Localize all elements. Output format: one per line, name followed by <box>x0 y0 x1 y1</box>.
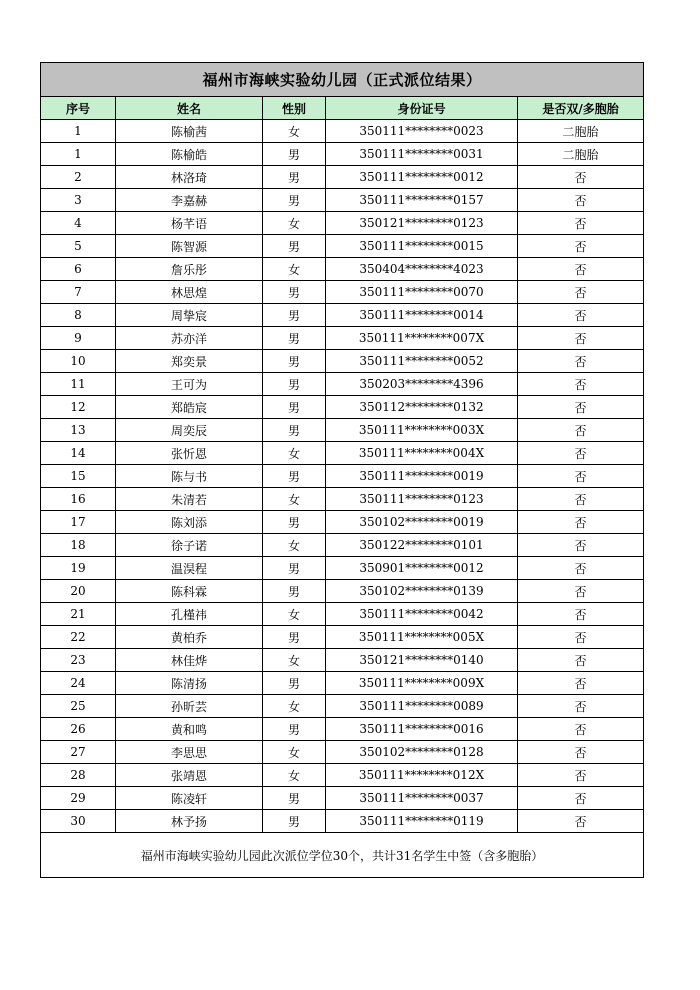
cell-id-number: 350122********0101 <box>326 534 518 557</box>
cell-index: 15 <box>41 465 116 488</box>
header-row <box>41 97 644 120</box>
cell-index: 28 <box>41 764 116 787</box>
cell-gender: 男 <box>263 557 326 580</box>
cell-id-number: 350111********0015 <box>326 235 518 258</box>
cell-gender: 女 <box>263 212 326 235</box>
cell-multiple-birth: 否 <box>518 235 644 258</box>
cell-gender: 男 <box>263 189 326 212</box>
cell-multiple-birth: 否 <box>518 396 644 419</box>
table-row <box>41 442 644 465</box>
cell-gender: 男 <box>263 580 326 603</box>
table-row <box>41 120 644 143</box>
cell-index: 16 <box>41 488 116 511</box>
table-row <box>41 235 644 258</box>
cell-id-number: 350901********0012 <box>326 557 518 580</box>
cell-index: 30 <box>41 810 116 833</box>
cell-id-number: 350111********0023 <box>326 120 518 143</box>
cell-index: 20 <box>41 580 116 603</box>
cell-name: 陈智源 <box>116 235 263 258</box>
header-gender: 性别 <box>263 97 326 120</box>
table-row <box>41 718 644 741</box>
cell-gender: 女 <box>263 695 326 718</box>
cell-id-number: 350111********012X <box>326 764 518 787</box>
cell-multiple-birth: 否 <box>518 166 644 189</box>
cell-id-number: 350112********0132 <box>326 396 518 419</box>
table-row <box>41 166 644 189</box>
cell-name: 朱清若 <box>116 488 263 511</box>
table-row <box>41 396 644 419</box>
cell-name: 黄柏乔 <box>116 626 263 649</box>
cell-gender: 男 <box>263 419 326 442</box>
table-row <box>41 327 644 350</box>
cell-id-number: 350111********0070 <box>326 281 518 304</box>
cell-name: 苏亦洋 <box>116 327 263 350</box>
cell-id-number: 350121********0140 <box>326 649 518 672</box>
cell-index: 10 <box>41 350 116 373</box>
table-row <box>41 626 644 649</box>
cell-multiple-birth: 否 <box>518 258 644 281</box>
cell-id-number: 350111********004X <box>326 442 518 465</box>
cell-name: 周奕辰 <box>116 419 263 442</box>
cell-name: 陈清扬 <box>116 672 263 695</box>
footer-row <box>41 833 644 878</box>
cell-index: 4 <box>41 212 116 235</box>
cell-gender: 女 <box>263 120 326 143</box>
table-row <box>41 810 644 833</box>
cell-gender: 女 <box>263 603 326 626</box>
table-row <box>41 189 644 212</box>
cell-name: 周挚宸 <box>116 304 263 327</box>
cell-id-number: 350111********007X <box>326 327 518 350</box>
table-body <box>41 120 644 833</box>
cell-index: 11 <box>41 373 116 396</box>
cell-name: 陈榆皓 <box>116 143 263 166</box>
cell-id-number: 350111********0042 <box>326 603 518 626</box>
cell-multiple-birth: 否 <box>518 741 644 764</box>
cell-gender: 男 <box>263 166 326 189</box>
cell-name: 郑皓宸 <box>116 396 263 419</box>
cell-index: 9 <box>41 327 116 350</box>
cell-name: 詹乐彤 <box>116 258 263 281</box>
cell-index: 19 <box>41 557 116 580</box>
cell-multiple-birth: 二胞胎 <box>518 120 644 143</box>
cell-name: 孙昕芸 <box>116 695 263 718</box>
cell-id-number: 350111********0123 <box>326 488 518 511</box>
cell-index: 23 <box>41 649 116 672</box>
cell-multiple-birth: 否 <box>518 304 644 327</box>
cell-index: 24 <box>41 672 116 695</box>
cell-name: 徐子诺 <box>116 534 263 557</box>
table-row <box>41 304 644 327</box>
cell-id-number: 350121********0123 <box>326 212 518 235</box>
cell-multiple-birth: 否 <box>518 603 644 626</box>
cell-id-number: 350203********4396 <box>326 373 518 396</box>
table-row <box>41 649 644 672</box>
cell-multiple-birth: 否 <box>518 281 644 304</box>
cell-multiple-birth: 否 <box>518 189 644 212</box>
cell-gender: 男 <box>263 327 326 350</box>
cell-index: 6 <box>41 258 116 281</box>
footer-note: 福州市海峡实验幼儿园此次派位学位30个，共计31名学生中签（含多胞胎） <box>41 833 644 878</box>
cell-multiple-birth: 否 <box>518 465 644 488</box>
cell-multiple-birth: 否 <box>518 488 644 511</box>
table-row <box>41 764 644 787</box>
cell-index: 13 <box>41 419 116 442</box>
table-row <box>41 741 644 764</box>
cell-multiple-birth: 否 <box>518 718 644 741</box>
table-row <box>41 419 644 442</box>
cell-multiple-birth: 否 <box>518 672 644 695</box>
cell-index: 12 <box>41 396 116 419</box>
cell-multiple-birth: 否 <box>518 764 644 787</box>
cell-id-number: 350111********005X <box>326 626 518 649</box>
cell-multiple-birth: 否 <box>518 787 644 810</box>
cell-name: 林佳烨 <box>116 649 263 672</box>
table-row <box>41 488 644 511</box>
cell-name: 王可为 <box>116 373 263 396</box>
cell-name: 张靖恩 <box>116 764 263 787</box>
cell-name: 陈凌轩 <box>116 787 263 810</box>
cell-multiple-birth: 否 <box>518 212 644 235</box>
cell-gender: 女 <box>263 258 326 281</box>
cell-multiple-birth: 否 <box>518 626 644 649</box>
cell-gender: 男 <box>263 787 326 810</box>
cell-gender: 男 <box>263 304 326 327</box>
cell-name: 孔槿祎 <box>116 603 263 626</box>
cell-name: 陈榆茜 <box>116 120 263 143</box>
cell-name: 陈刘添 <box>116 511 263 534</box>
cell-id-number: 350111********0089 <box>326 695 518 718</box>
header-index: 序号 <box>41 97 116 120</box>
cell-name: 黄和鸣 <box>116 718 263 741</box>
cell-gender: 男 <box>263 672 326 695</box>
cell-multiple-birth: 否 <box>518 534 644 557</box>
cell-multiple-birth: 否 <box>518 350 644 373</box>
cell-gender: 女 <box>263 649 326 672</box>
table-row <box>41 350 644 373</box>
table-row <box>41 258 644 281</box>
cell-index: 22 <box>41 626 116 649</box>
cell-id-number: 350111********0157 <box>326 189 518 212</box>
table-row <box>41 212 644 235</box>
cell-id-number: 350111********0052 <box>326 350 518 373</box>
cell-gender: 男 <box>263 810 326 833</box>
cell-gender: 男 <box>263 143 326 166</box>
cell-gender: 男 <box>263 465 326 488</box>
cell-id-number: 350111********0016 <box>326 718 518 741</box>
table-row <box>41 465 644 488</box>
cell-multiple-birth: 否 <box>518 373 644 396</box>
cell-name: 张忻恩 <box>116 442 263 465</box>
table-row <box>41 672 644 695</box>
cell-multiple-birth: 否 <box>518 442 644 465</box>
cell-index: 25 <box>41 695 116 718</box>
table-row <box>41 373 644 396</box>
cell-multiple-birth: 否 <box>518 419 644 442</box>
cell-id-number: 350111********0012 <box>326 166 518 189</box>
cell-index: 17 <box>41 511 116 534</box>
table-title: 福州市海峡实验幼儿园（正式派位结果） <box>41 63 644 97</box>
cell-index: 14 <box>41 442 116 465</box>
results-table <box>40 62 644 878</box>
cell-multiple-birth: 否 <box>518 810 644 833</box>
cell-gender: 男 <box>263 718 326 741</box>
cell-name: 杨芊语 <box>116 212 263 235</box>
cell-gender: 男 <box>263 626 326 649</box>
cell-gender: 男 <box>263 281 326 304</box>
cell-index: 18 <box>41 534 116 557</box>
cell-multiple-birth: 二胞胎 <box>518 143 644 166</box>
cell-name: 林洛琦 <box>116 166 263 189</box>
cell-index: 7 <box>41 281 116 304</box>
cell-id-number: 350111********0037 <box>326 787 518 810</box>
cell-index: 8 <box>41 304 116 327</box>
header-multiple-birth: 是否双/多胞胎 <box>518 97 644 120</box>
cell-multiple-birth: 否 <box>518 511 644 534</box>
cell-index: 3 <box>41 189 116 212</box>
cell-gender: 女 <box>263 534 326 557</box>
header-id-number: 身份证号 <box>326 97 518 120</box>
cell-multiple-birth: 否 <box>518 327 644 350</box>
cell-id-number: 350111********003X <box>326 419 518 442</box>
cell-index: 26 <box>41 718 116 741</box>
cell-id-number: 350102********0019 <box>326 511 518 534</box>
cell-gender: 女 <box>263 741 326 764</box>
cell-id-number: 350111********0014 <box>326 304 518 327</box>
cell-id-number: 350111********0031 <box>326 143 518 166</box>
cell-multiple-birth: 否 <box>518 695 644 718</box>
table-row <box>41 580 644 603</box>
cell-name: 林予扬 <box>116 810 263 833</box>
cell-name: 李思思 <box>116 741 263 764</box>
cell-index: 1 <box>41 143 116 166</box>
table-row <box>41 603 644 626</box>
cell-gender: 男 <box>263 235 326 258</box>
cell-name: 陈科霖 <box>116 580 263 603</box>
cell-gender: 男 <box>263 373 326 396</box>
cell-id-number: 350404********4023 <box>326 258 518 281</box>
cell-index: 21 <box>41 603 116 626</box>
cell-index: 5 <box>41 235 116 258</box>
cell-index: 2 <box>41 166 116 189</box>
table-row <box>41 281 644 304</box>
cell-index: 27 <box>41 741 116 764</box>
cell-index: 29 <box>41 787 116 810</box>
cell-id-number: 350102********0139 <box>326 580 518 603</box>
cell-name: 陈与书 <box>116 465 263 488</box>
table-row <box>41 557 644 580</box>
header-name: 姓名 <box>116 97 263 120</box>
cell-index: 1 <box>41 120 116 143</box>
table-row <box>41 511 644 534</box>
title-row <box>41 63 644 97</box>
table-row <box>41 787 644 810</box>
cell-id-number: 350111********0019 <box>326 465 518 488</box>
cell-gender: 女 <box>263 442 326 465</box>
cell-name: 郑奕景 <box>116 350 263 373</box>
cell-gender: 男 <box>263 350 326 373</box>
table-row <box>41 534 644 557</box>
cell-name: 李嘉赫 <box>116 189 263 212</box>
cell-multiple-birth: 否 <box>518 649 644 672</box>
cell-gender: 女 <box>263 764 326 787</box>
cell-name: 林思煌 <box>116 281 263 304</box>
cell-gender: 男 <box>263 396 326 419</box>
cell-id-number: 350111********0119 <box>326 810 518 833</box>
cell-id-number: 350111********009X <box>326 672 518 695</box>
cell-multiple-birth: 否 <box>518 580 644 603</box>
cell-id-number: 350102********0128 <box>326 741 518 764</box>
table-row <box>41 695 644 718</box>
cell-gender: 男 <box>263 511 326 534</box>
cell-multiple-birth: 否 <box>518 557 644 580</box>
table-row <box>41 143 644 166</box>
cell-name: 温淏程 <box>116 557 263 580</box>
cell-gender: 女 <box>263 488 326 511</box>
